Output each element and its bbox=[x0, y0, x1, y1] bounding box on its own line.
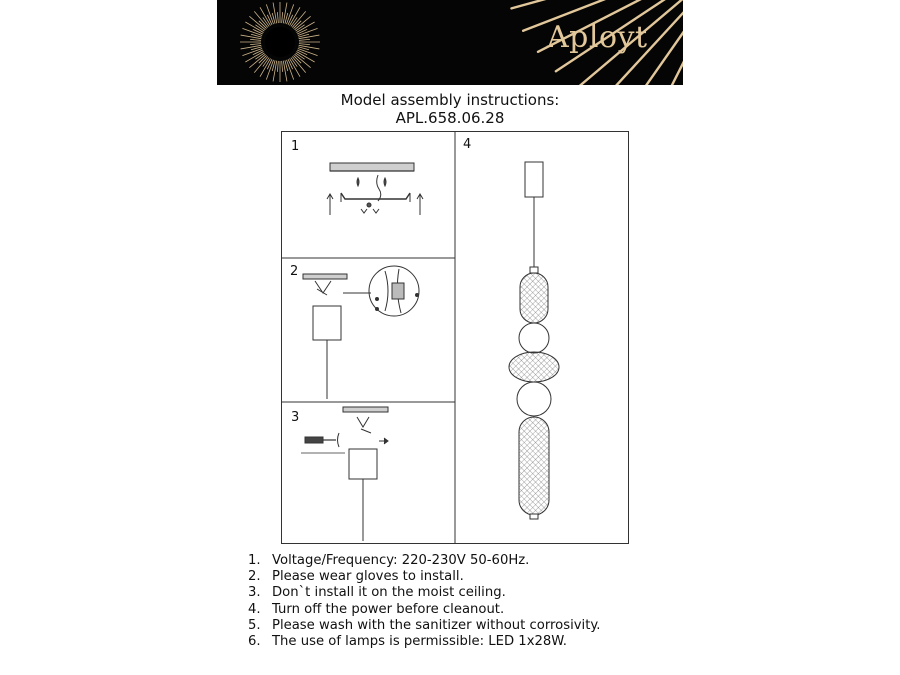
sun-ray bbox=[290, 58, 301, 76]
ceiling-hatch bbox=[343, 407, 388, 412]
sun-ray bbox=[299, 45, 320, 49]
sun-core bbox=[265, 27, 295, 57]
step-number-3: 3 bbox=[291, 410, 300, 425]
sun-ray bbox=[260, 58, 271, 76]
sun-ray bbox=[277, 61, 278, 72]
middle-mesh-disc bbox=[509, 352, 559, 382]
sun-ray bbox=[245, 52, 263, 63]
sun-ray bbox=[277, 12, 278, 23]
note-item: 6. The use of lamps is permissible: LED 1x28W. bbox=[248, 633, 567, 649]
sun-ray bbox=[241, 45, 262, 49]
sun-ray bbox=[290, 7, 301, 25]
note-item: 2. Please wear gloves to install. bbox=[248, 569, 464, 585]
sun-ray bbox=[245, 22, 263, 33]
sun-ray bbox=[282, 12, 283, 23]
sun-ray bbox=[299, 39, 310, 40]
assembly-diagram bbox=[281, 131, 629, 544]
sun-ray bbox=[299, 35, 320, 39]
sun-ray bbox=[250, 44, 261, 45]
sun-ray bbox=[241, 35, 262, 39]
note-item: 1. Voltage/Frequency: 220-230V 50-60Hz. bbox=[248, 553, 530, 568]
ceiling-hatch bbox=[303, 274, 347, 279]
sun-ray bbox=[296, 22, 314, 33]
terminal-block-icon bbox=[392, 283, 404, 299]
note-item: 5. Please wash with the sanitizer without corrosivity. bbox=[248, 617, 601, 633]
step-number-4: 4 bbox=[463, 137, 472, 152]
sun-ray bbox=[283, 61, 287, 82]
sun-ray bbox=[260, 7, 271, 25]
cap bbox=[530, 267, 538, 273]
sun-ray bbox=[283, 3, 287, 24]
note-item: 4. Turn off the power before cleanout. bbox=[248, 601, 505, 617]
upper-mesh-shade bbox=[520, 273, 548, 323]
upper-glass-ball bbox=[519, 323, 549, 353]
sun-ray bbox=[282, 61, 283, 72]
sun-ray bbox=[299, 44, 310, 45]
sun-ray bbox=[273, 61, 277, 82]
ceiling-hatch bbox=[330, 163, 414, 171]
lower-mesh-shade bbox=[519, 417, 549, 515]
step-number-2: 2 bbox=[290, 264, 299, 279]
sun-ray bbox=[296, 52, 314, 63]
note-item: 3. Don`t install it on the moist ceiling. bbox=[248, 585, 506, 601]
step-number-1: 1 bbox=[291, 139, 300, 154]
brand-banner bbox=[217, 0, 683, 85]
canopy bbox=[525, 162, 543, 197]
sun-ray bbox=[273, 3, 277, 24]
notes-list bbox=[248, 553, 601, 650]
sun-ray bbox=[250, 39, 261, 40]
brand-logo-text: Aployt bbox=[547, 20, 648, 55]
screwdriver-icon bbox=[305, 437, 323, 443]
lower-glass-ball bbox=[517, 382, 551, 416]
bottom-cap bbox=[530, 514, 538, 519]
canopy bbox=[349, 449, 377, 479]
canopy bbox=[313, 306, 341, 340]
page-title: Model assembly instructions: bbox=[340, 91, 560, 109]
model-number: APL.658.06.28 bbox=[395, 109, 505, 127]
